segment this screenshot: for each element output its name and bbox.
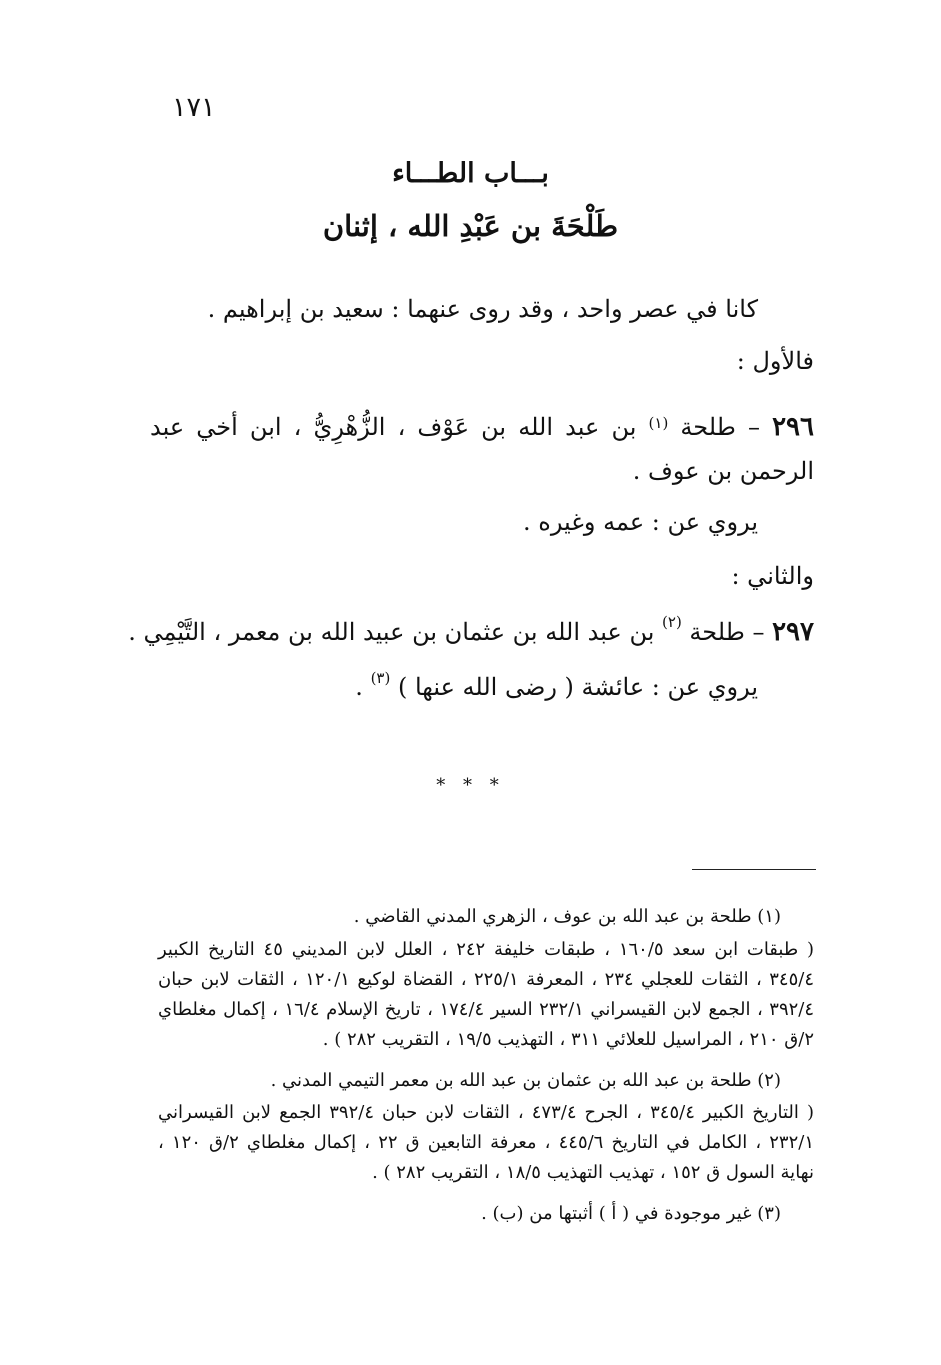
entry-text: بن عبد الله بن عثمان بن عبيد الله بن معمر ، التَّيْمِي . (128, 618, 663, 646)
footnote-3: (٣) غير موجودة في ( أ ) أثبتها من (ب) . (481, 1203, 781, 1224)
page-number: ١٧١ (172, 92, 216, 123)
entry-297 (128, 613, 814, 647)
entry-text: – طلحة (681, 618, 773, 646)
footnote-ref: (١) (648, 414, 669, 432)
footnote-2-title: (٢) طلحة بن عبد الله بن عثمان بن عبد الله بن معمر التيمي المدني . (270, 1070, 781, 1091)
footnote-2-sources: ( التاريخ الكبير ٣٤٥/٤ ، الجرح ٤٧٣/٤ ، الثقات لابن حبان ٣٩٢/٤ الجمع لابن القيسراني ٢٣٢/١ ، الكامل في التاريخ ٤٤٥/٦ ، معرفة التابعين ق ٢٢ ، إكمال مغلطاي ٢/ق ١٢٠ ، نهاية السول ق ١٥٢ ، تهذيب التهذيب ١٨/٥ ، التقريب ٢٨٢ ) . (158, 1102, 814, 1183)
footnote-divider (692, 869, 816, 870)
footnote-ref: (٢) (662, 613, 682, 631)
chapter-subtitle: طَلْحَةَ بن عَبْدِ الله ، إثنان (322, 209, 619, 243)
entry-text: بن عبد الله بن عَوْف ، الزُّهْرِيُّ ، ابن أخي عبد الرحمن بن عوف . (150, 413, 814, 485)
footnote-ref: (٣) (370, 669, 391, 687)
entry-number: ٢٩٦ (772, 412, 814, 442)
footnote-1-sources: ( طبقات ابن سعد ١٦٠/٥ ، طبقات خليفة ٢٤٢ ، العلل لابن المديني ٤٥ التاريخ الكبير ٣٤٥/٤ ، الثقات للعجلي ٢٣٤ ، المعرفة ٢٢٥/١ ، القضاة لوكيع ١٢٠/١ ، الثقات لابن حبان ٣٩٢/٤ ، الجمع لابن القيسراني ٢٣٢/١ السير ١٧٤/٤ ، تاريخ الإسلام ١٦/٤ ، إكمال مغلطاي ٢/ق ٢١٠ ، المراسيل للعلائي ٣١١ ، التهذيب ١٩/٥ ، التقريب ٢٨٢ ) . (158, 939, 815, 1050)
chapter-title: بـــاب الطـــاء (392, 158, 549, 189)
entry-296 (150, 405, 814, 493)
narrates-end: . (355, 673, 371, 701)
entry-297-narrates (355, 669, 758, 701)
narrates-text: يروي عن : عائشة ( رضى الله عنها ) (390, 673, 758, 701)
first-label: فالأول : (736, 347, 814, 375)
intro-line: كانا في عصر واحد ، وقد روى عنهما : سعيد بن إبراهيم . (207, 295, 758, 323)
entry-296-narrates: يروي عن : عمه وغيره . (522, 508, 758, 536)
second-label: والثاني : (731, 562, 814, 590)
footnote-1-title: (١) طلحة بن عبد الله بن عوف ، الزهري المدني القاضي . (353, 906, 781, 927)
entry-text: – طلحة (668, 413, 773, 441)
entry-number: ٢٩٧ (772, 617, 814, 647)
section-separator: * * * (436, 775, 505, 796)
